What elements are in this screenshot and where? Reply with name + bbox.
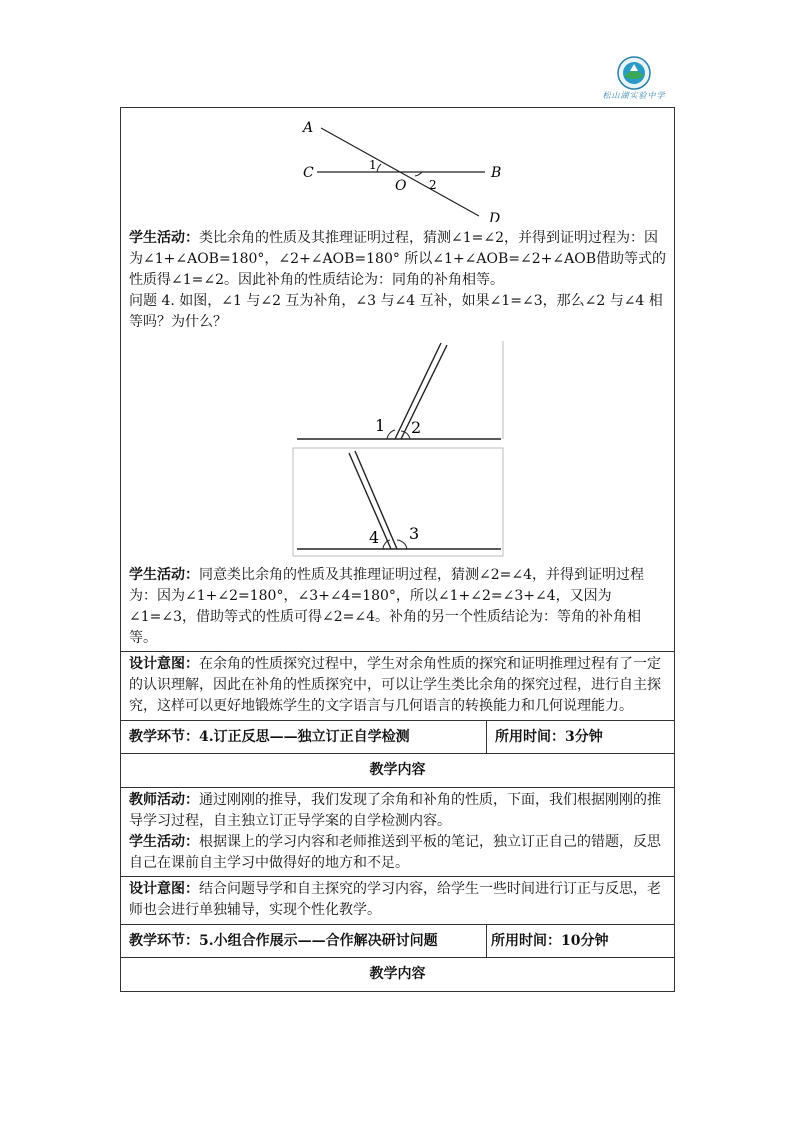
figure1-label: 1 xyxy=(369,158,377,172)
student-activity-label: 学生活动： xyxy=(129,230,199,246)
figure1-label: D xyxy=(489,211,501,222)
design-intent-label: 设计意图： xyxy=(129,656,199,672)
design-intent-text: 结合问题导学和自主探究的学习内容，给学生一些时间进行订正与反思，老师也会进行单独辅导，实现个性化教学。 xyxy=(129,881,661,918)
school-logo-text: 松山湖实验中学 xyxy=(602,91,666,100)
teacher-activity-text: 通过刚刚的推导，我们发现了余角和补角的性质，下面，我们根据刚刚的推导学习过程，自主独立订正导学案的自学检测内容。 xyxy=(129,792,661,829)
section-4-header xyxy=(121,721,675,754)
lesson-plan-table xyxy=(120,107,675,992)
section-4-content-title-row xyxy=(121,754,675,788)
student-activity-2 xyxy=(129,565,666,649)
figure2-label: 4 xyxy=(369,528,380,547)
student-activity-1 xyxy=(129,228,666,291)
section-5-header xyxy=(121,925,675,958)
section-4-content-title: 教学内容 xyxy=(121,754,675,788)
section-4-time: 所用时间：3分钟 xyxy=(487,721,675,754)
figure1-label: 2 xyxy=(429,178,437,192)
design-intent-row xyxy=(121,652,675,721)
student-activity-label: 学生活动： xyxy=(129,834,199,850)
figure-intersecting-lines xyxy=(129,114,669,222)
section-4-title: 教学环节：4.订正反思——独立订正自学检测 xyxy=(121,721,487,754)
section-4-design-row xyxy=(121,877,675,925)
teacher-activity xyxy=(129,790,666,832)
figure-supplementary-angles xyxy=(291,339,507,559)
section-5-time: 所用时间：10分钟 xyxy=(487,925,675,958)
design-intent-text: 在余角的性质探究过程中，学生对余角性质的探究和证明推理过程有了一定的认识理解，因此在补角的性质探究中，可以让学生类比余角的探究过程，进行自主探究，这样可以更好地锻炼学生的文字语言与几何语言的转换能力和几何说理能力。 xyxy=(129,656,661,714)
school-logo xyxy=(586,56,682,102)
figure1-label: B xyxy=(491,165,502,181)
figure1-label: O xyxy=(395,178,407,194)
student-activity-text: 类比余角的性质及其推理证明过程，猜测∠1=∠2，并得到证明过程为：因为∠1+∠AOB=180°，∠2+∠AOB=180° 所以∠1+∠AOB=∠2+∠AOB借助等式的性质得∠1=∠2。因此补角的性质结论为：同角的补角相等。 xyxy=(129,230,666,288)
section-4-activities-row xyxy=(121,788,675,877)
design-intent-label: 设计意图： xyxy=(129,881,199,897)
section-5-title: 教学环节：5.小组合作展示——合作解决研讨问题 xyxy=(121,925,487,958)
teacher-activity-label: 教师活动： xyxy=(129,792,199,808)
school-emblem-icon xyxy=(586,56,682,92)
student-activity-label: 学生活动： xyxy=(129,567,199,583)
student-activity-text: 同意类比余角的性质及其推理证明过程，猜测∠2=∠4，并得到证明过程为：因为∠1+∠2=180°，∠3+∠4=180°，所以∠1+∠2=∠3+∠4，又因为∠1=∠3，借助等式的性质可得∠2=∠4。补角的另一个性质结论为：等角的补角相等。 xyxy=(129,567,645,646)
figure1-label: C xyxy=(303,165,314,181)
activity-row xyxy=(121,108,675,652)
figure2-label: 1 xyxy=(375,416,386,435)
section-5-content-title-row xyxy=(121,958,675,992)
question-4: 问题 4. 如图，∠1 与∠2 互为补角，∠3 与∠4 互补，如果∠1=∠3，那么∠2 与∠4 相等吗？为什么？ xyxy=(129,293,663,330)
section-5-content-title: 教学内容 xyxy=(121,958,675,992)
figure2-label: 3 xyxy=(409,524,420,543)
student-activity-3 xyxy=(129,832,666,874)
figure1-label: A xyxy=(303,120,314,136)
student-activity-text: 根据课上的学习内容和老师推送到平板的笔记，独立订正自己的错题，反思自己在课前自主学习中做得好的地方和不足。 xyxy=(129,834,661,871)
figure2-label: 2 xyxy=(411,418,422,437)
